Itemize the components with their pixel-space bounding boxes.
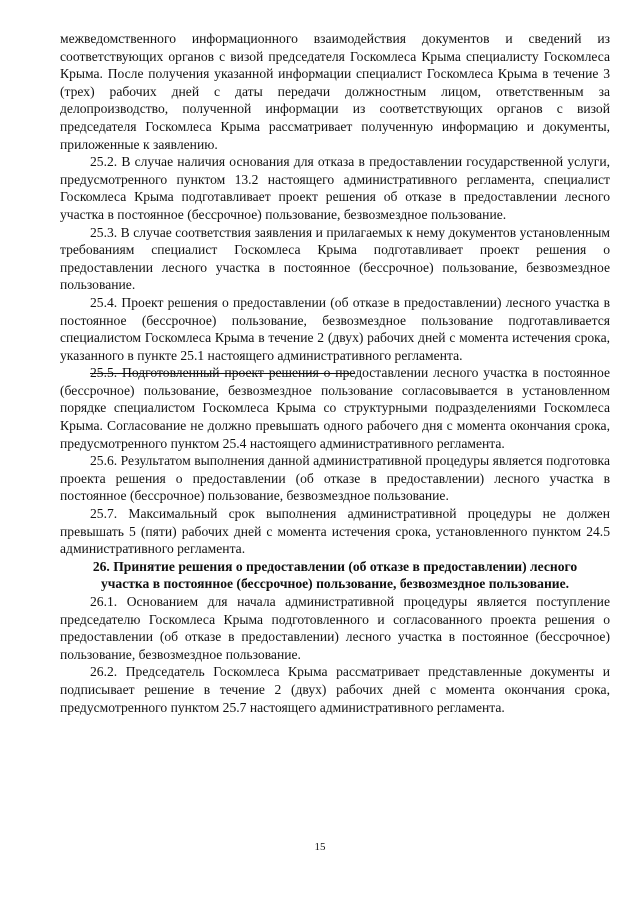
page-number: 15 (314, 841, 326, 853)
paragraph-26-1: 26.1. Основанием для начала административной процедуры является поступление председателю Госкомлеса Крыма подготовленного и согласованного проекта решения о предоставлении (об отказе в предоставлении) лесного участка в постоянное (бессрочное) пользование, безвозмездное пользование. (60, 594, 610, 662)
paragraph-25-5 (60, 364, 610, 452)
section-heading-line-2: участка в постоянное (бессрочное) пользование, безвозмездное пользование. (100, 576, 570, 592)
paragraph-25-3: 25.3. В случае соответствия заявления и прилагаемых к нему документов установленным требованиям специалист Госкомлеса Крыма подготавливает проект решения о предоставлении лесного участка в постоянное (бессрочное) пользование, безвозмездное пользование. (60, 224, 610, 293)
paragraph-25-7: 25.7. Максимальный срок выполнения административной процедуры не должен превышать 5 (пяти) рабочих дней с момента истечения срока, установленного пунктом 24.5 административного регламента. (60, 506, 610, 557)
section-heading-line-1: 26. Принятие решения о предоставлении (об отказе в предоставлении) лесного (92, 558, 578, 574)
struck-text: 25.5. Подготовленный проект решения о пре (90, 365, 356, 381)
paragraph-intro: межведомственного информационного взаимодействия документов и сведений из соответствующих органов с визой председателя Госкомлеса Крыма специалисту Госкомлеса Крыма. После получения указанной информации специалист Госкомлеса Крыма в течение 3 (трех) рабочих дней с даты передачи должностным лицом, ответственным за делопроизводство, полученной информации из соответствующих органов с визой председателя Госкомлеса Крыма рассматривает полученную информацию и документы, приложенные к заявлению. (60, 31, 610, 152)
paragraph-26-2: 26.2. Председатель Госкомлеса Крыма рассматривает представленные документы и подписывает решение в течение 2 (двух) рабочих дней с момента окончания срока, предусмотренного пунктом 25.7 настоящего административного регламента. (60, 664, 610, 715)
paragraph-25-6: 25.6. Результатом выполнения данной административной процедуры является подготовка проекта решения о предоставлении (об отказе в предоставлении) лесного участка в постоянное (бессрочное) пользование, безвозмездное пользование. (60, 453, 610, 504)
document-page (60, 30, 610, 716)
section-heading-26 (60, 558, 610, 593)
paragraph-25-5-text: доставлении лесного участка в постоянное (бессрочное) пользование, безвозмездное пользование согласовывается в установленном порядке специалистом Госкомлеса Крыма со структурными подразделениями Госкомлеса Крыма. Согласование не должно превышать одного рабочего дня с момента окончания срока, предусмотренного пунктом 25.4 настоящего административного регламента. (60, 365, 610, 451)
paragraph-25-2: 25.2. В случае наличия основания для отказа в предоставлении государственной услуги, предусмотренного пунктом 13.2 настоящего административного регламента, специалист Госкомлеса Крыма подготавливает проект решения об отказе в предоставлении лесного участка в постоянное (бессрочное) пользование, безвозмездное пользование. (60, 154, 610, 222)
paragraph-25-4: 25.4. Проект решения о предоставлении (об отказе в предоставлении) лесного участка в постоянное (бессрочное) пользование, безвозмездное пользование подготавливается специалистом Госкомлеса Крыма в течение 2 (двух) рабочих дней с момента истечения срока, указанного в пункте 25.1 настоящего административного регламента. (60, 294, 610, 363)
